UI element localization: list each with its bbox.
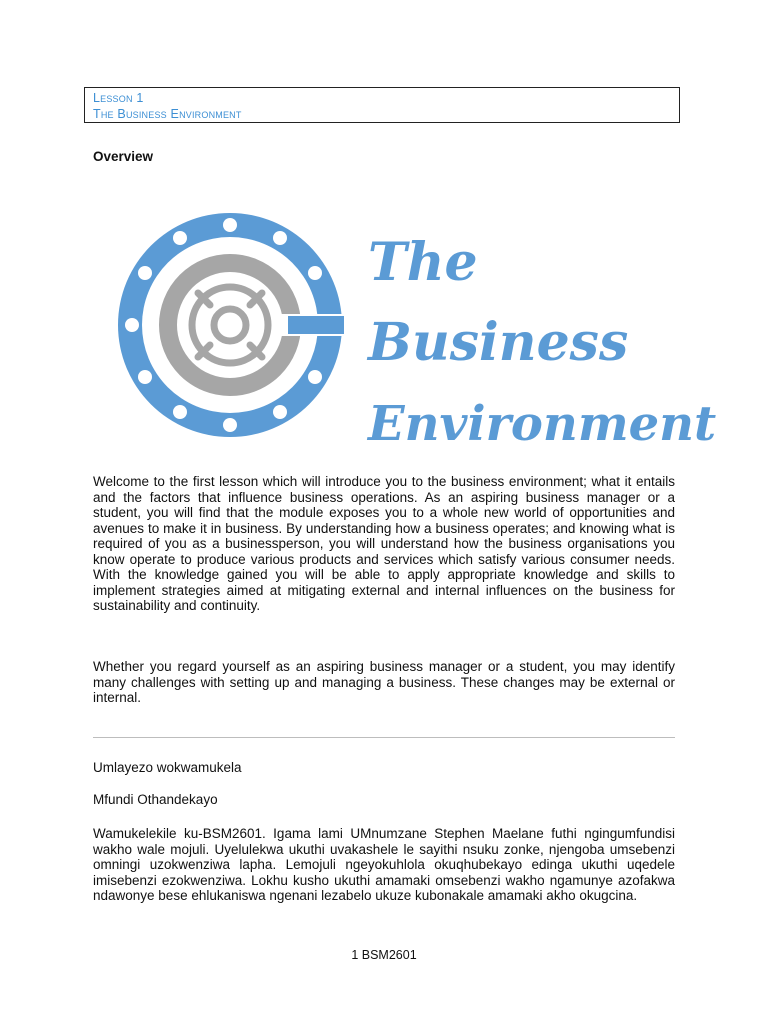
welcome-body-paragraph: Wamukelekile ku-BSM2601. Igama lami UMnumzane Stephen Maelane futhi ngingumfundisi wakho wale mojuli. Uyelulekwa ukuthi uvakashele le sayithi nsuku zonke, njengoba umsebenzi omningi uzokwenziwa lapha. Lemojuli ngeyokuhlola okuqhubekayo edinga ukuthi uqedele imisebenzi ezokwenziwa. Lokhu kusho ukuthi amamaki omsebenzi wakho ngamunye azofakwa ndawonye bese ehlukaniswa ngenani lezabelo ukuze kubonakale amamaki akho okugcina. [93,826,675,903]
hero-title-line-1: The [368,232,478,293]
welcome-heading: Umlayezo wokwamukela [93,760,242,775]
lesson-number: Lesson 1 [93,91,144,105]
challenges-paragraph: Whether you regard yourself as an aspiring business manager or a student, you may identify many challenges with setting up and managing a business. These changes may be external or internal. [93,659,675,705]
lesson-header-box [84,87,680,123]
overview-heading: Overview [93,149,154,164]
hero-title-line-3: Environment [368,396,717,452]
hero-illustration [110,210,717,460]
hero-title-line-2: Business [368,312,629,373]
gear-logo-icon [118,213,348,437]
lesson-title: The Business Environment [93,107,242,121]
intro-paragraph: Welcome to the first lesson which will introduce you to the business environment; what it entails and the factors that influence business operations. As an aspiring business manager or a student, you will find that the module exposes you to a whole new world of opportunities and avenues to make it in business. By understanding how a business operates; and knowing what is required of you as a businessperson, you will understand how the business organisations you know operate to produce various products and services which satisfy various consumer needs. With the knowledge gained you will be able to apply appropriate knowledge and skills to implement strategies aimed at mitigating external and internal influences on the business for sustainability and continuity. [93,474,675,613]
section-divider [93,737,675,738]
greeting: Mfundi Othandekayo [93,792,218,807]
page-footer: 1 BSM2601 [351,948,417,962]
